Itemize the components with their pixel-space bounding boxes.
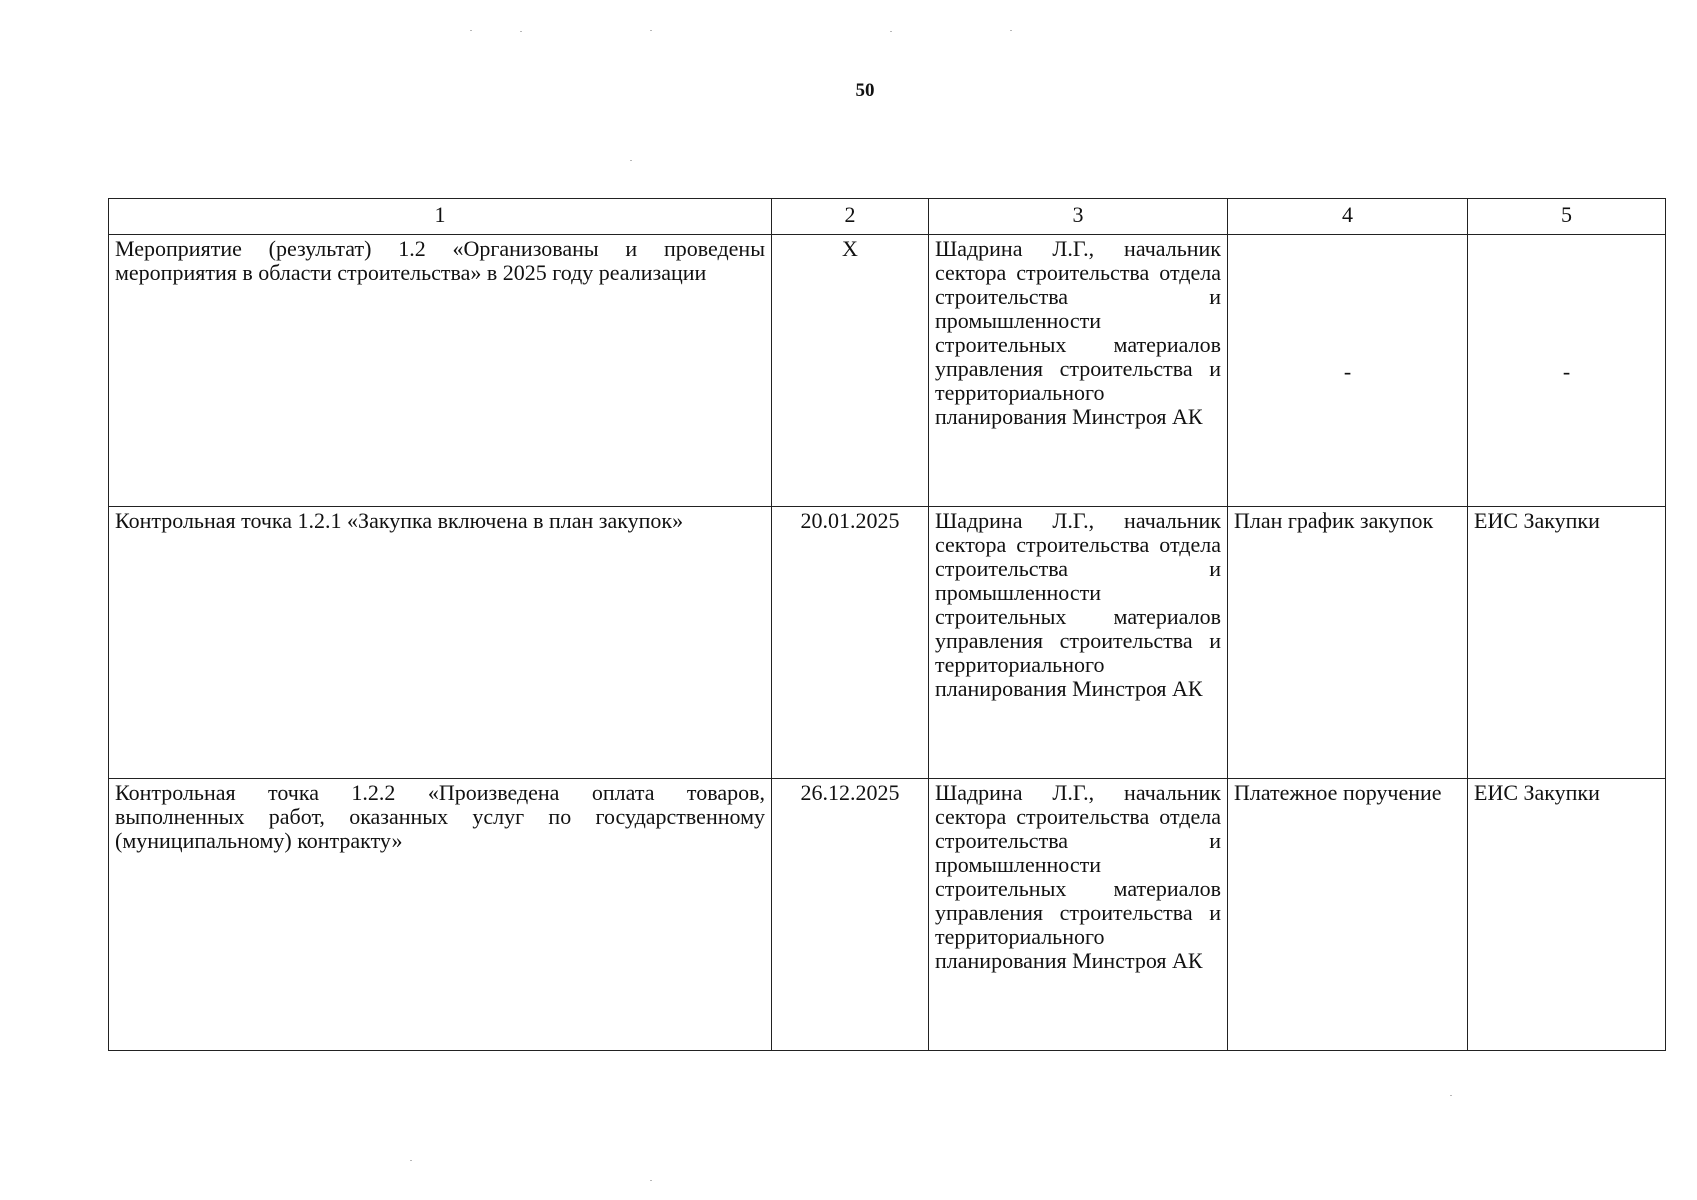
scan-speck (1010, 30, 1012, 31)
scan-speck (1450, 1095, 1452, 1096)
scan-speck (650, 1180, 652, 1181)
scan-speck (630, 160, 632, 161)
activity-cell: Контрольная точка 1.2.1 «Закупка включена в план закупок» (109, 507, 772, 779)
scan-speck (470, 30, 472, 31)
table-row (109, 779, 1666, 1051)
responsible-cell: Шадрина Л.Г., начальник сектора строительства отдела строительства и промышленности строительных материалов управления строительства и территориального планирования Минстроя АК (929, 235, 1228, 507)
responsible-cell: Шадрина Л.Г., начальник сектора строительства отдела строительства и промышленности строительных материалов управления строительства и территориального планирования Минстроя АК (929, 779, 1228, 1051)
system-cell: ЕИС Закупки (1468, 507, 1666, 779)
page-number: 50 (855, 80, 875, 101)
control-points-table (108, 198, 1666, 1051)
date-cell: 20.01.2025 (772, 507, 929, 779)
table-row (109, 507, 1666, 779)
activity-cell: Контрольная точка 1.2.2 «Произведена оплата товаров, выполненных работ, оказанных услуг по государственному (муниципальному) контракту» (109, 779, 772, 1051)
column-header-4: 4 (1228, 199, 1468, 235)
column-header-5: 5 (1468, 199, 1666, 235)
column-header-1: 1 (109, 199, 772, 235)
document-cell: План график закупок (1228, 507, 1468, 779)
document-cell: Платежное поручение (1228, 779, 1468, 1051)
table-header-row (109, 199, 1666, 235)
column-header-3: 3 (929, 199, 1228, 235)
column-header-2: 2 (772, 199, 929, 235)
scan-speck (520, 31, 522, 32)
date-cell: Х (772, 235, 929, 507)
scan-speck (410, 1160, 412, 1161)
activity-cell: Мероприятие (результат) 1.2 «Организованы и проведены мероприятия в области строительства» в 2025 году реализации (109, 235, 772, 507)
date-cell: 26.12.2025 (772, 779, 929, 1051)
table-row (109, 235, 1666, 507)
system-cell: - (1468, 235, 1666, 507)
responsible-cell: Шадрина Л.Г., начальник сектора строительства отдела строительства и промышленности строительных материалов управления строительства и территориального планирования Минстроя АК (929, 507, 1228, 779)
document-cell: - (1228, 235, 1468, 507)
scan-speck (890, 31, 892, 32)
scan-speck (650, 30, 652, 31)
system-cell: ЕИС Закупки (1468, 779, 1666, 1051)
